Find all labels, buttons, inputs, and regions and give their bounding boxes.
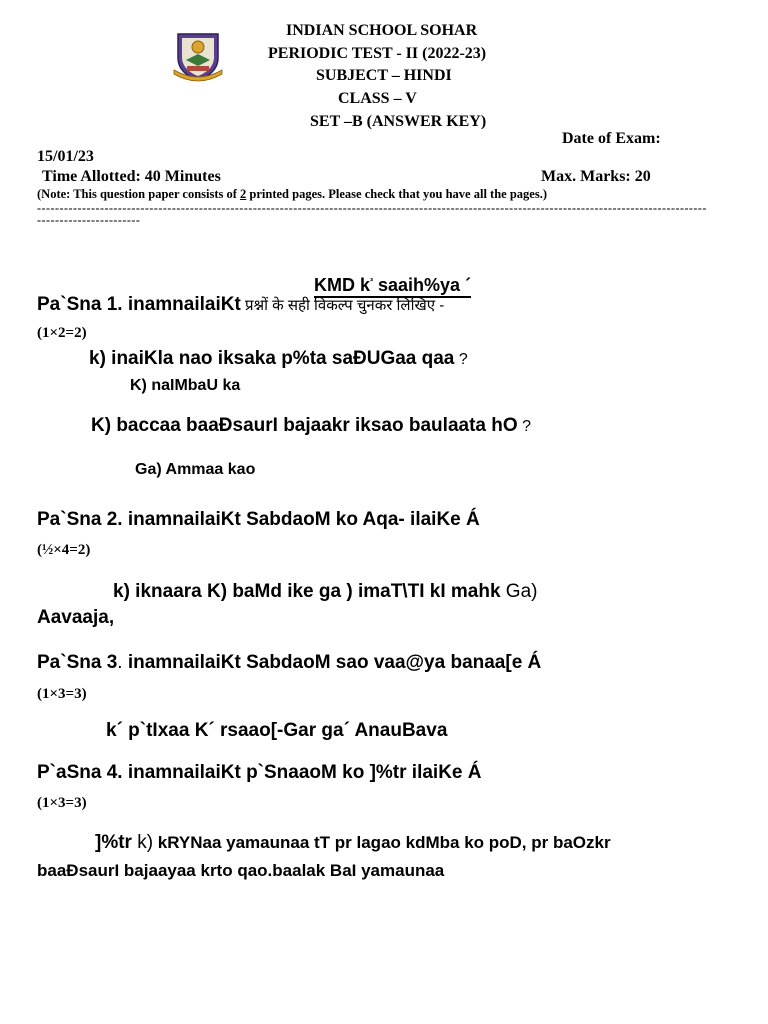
- q3-label-rest: inamnailaiKt SabdaoM sao vaa@ya banaa[e Á: [122, 652, 542, 673]
- q1-label: Pa`Sna 1. inamnailaiKt: [37, 294, 241, 315]
- max-marks: Max. Marks: 20: [541, 168, 651, 185]
- q2-heading: Pa`Sna 2. inamnailaiKt SabdaoM ko Aqa- ilaiKe Á: [37, 509, 480, 530]
- note-prefix: (Note: This question paper consists of: [37, 187, 241, 201]
- q2-answer-line1: [113, 581, 537, 603]
- class-title: CLASS – V: [338, 90, 417, 107]
- section-title-b: saaih%ya ´: [373, 275, 472, 295]
- note-pages: 2: [240, 187, 247, 201]
- q3-marks: (1×3=3): [37, 686, 87, 702]
- date-label: Date of Exam:: [562, 130, 661, 147]
- q1-b-answer: Ga) Ammaa kao: [135, 461, 256, 478]
- q2-answer-line2: Aavaaja,: [37, 607, 115, 628]
- subject-title: SUBJECT – HINDI: [316, 67, 452, 84]
- q1-b-question: [91, 415, 531, 437]
- q1-a-question: [89, 348, 468, 370]
- q2-answer-ga: Ga): [500, 581, 538, 602]
- time-allotted: Time Allotted: 40 Minutes: [42, 168, 221, 185]
- q2-marks: (½×4=2): [37, 542, 91, 558]
- q1-b-text: K) baccaa baaÐsaurI bajaakr iksao baulaata hO: [91, 415, 518, 436]
- q3-answer: k´ p`tIxaa K´ rsaao[-Gar ga´ AnauBava: [106, 720, 448, 741]
- section-title-a: KMD k: [314, 275, 371, 295]
- q4-answer-prefix: ]%tr: [95, 832, 138, 853]
- q1-marks: (1×2=2): [37, 325, 87, 341]
- q1-hindi-instruction: प्रश्नों के सही विकल्प चुनकर लिखिए -: [240, 297, 445, 314]
- date-value: 15/01/23: [37, 148, 94, 165]
- note-suffix: printed pages. Please check that you have all the pages.): [246, 187, 547, 201]
- q4-answer-rest: kRYNaa yamaunaa tT pr lagao kdMba ko poD, pr baOzkr: [153, 833, 611, 852]
- q1-b-qmark: ?: [517, 418, 531, 435]
- q3-label: Pa`Sna 3: [37, 652, 118, 673]
- q4-answer-line2: baaÐsaurI bajaayaa krto qao.baalak BaI yamaunaa: [37, 861, 445, 880]
- q1-a-answer: K) naIMbaU ka: [130, 377, 241, 394]
- q1-heading: [37, 294, 444, 316]
- q2-answer-a: k) iknaara K) baMd ike ga ) imaT\TI kI mahk: [113, 581, 501, 602]
- q4-answer-k: k): [137, 832, 154, 853]
- set-title: SET –B (ANSWER KEY): [310, 113, 487, 130]
- q3-heading: [37, 652, 541, 674]
- school-logo-icon: [172, 30, 224, 82]
- test-title: PERIODIC TEST - II (2022-23): [268, 45, 487, 62]
- dashed-divider: ----------------------------------------------------------------------------------------------------------------------------------------------------------------------------: [37, 201, 707, 227]
- school-name: INDIAN SCHOOL SOHAR: [286, 22, 478, 39]
- q4-answer-line1: [95, 832, 611, 854]
- q4-marks: (1×3=3): [37, 795, 87, 811]
- q1-a-text: k) inaiKla nao iksaka p%ta saÐUGaa qaa: [89, 348, 455, 369]
- q4-heading: P`aSna 4. inamnailaiKt p`SnaaoM ko ]%tr ilaiKe Á: [37, 762, 482, 783]
- q3-label-dot: .: [117, 652, 123, 673]
- q1-a-qmark: ?: [454, 351, 468, 368]
- section-title-sup: ³: [370, 276, 374, 286]
- note: [37, 187, 547, 202]
